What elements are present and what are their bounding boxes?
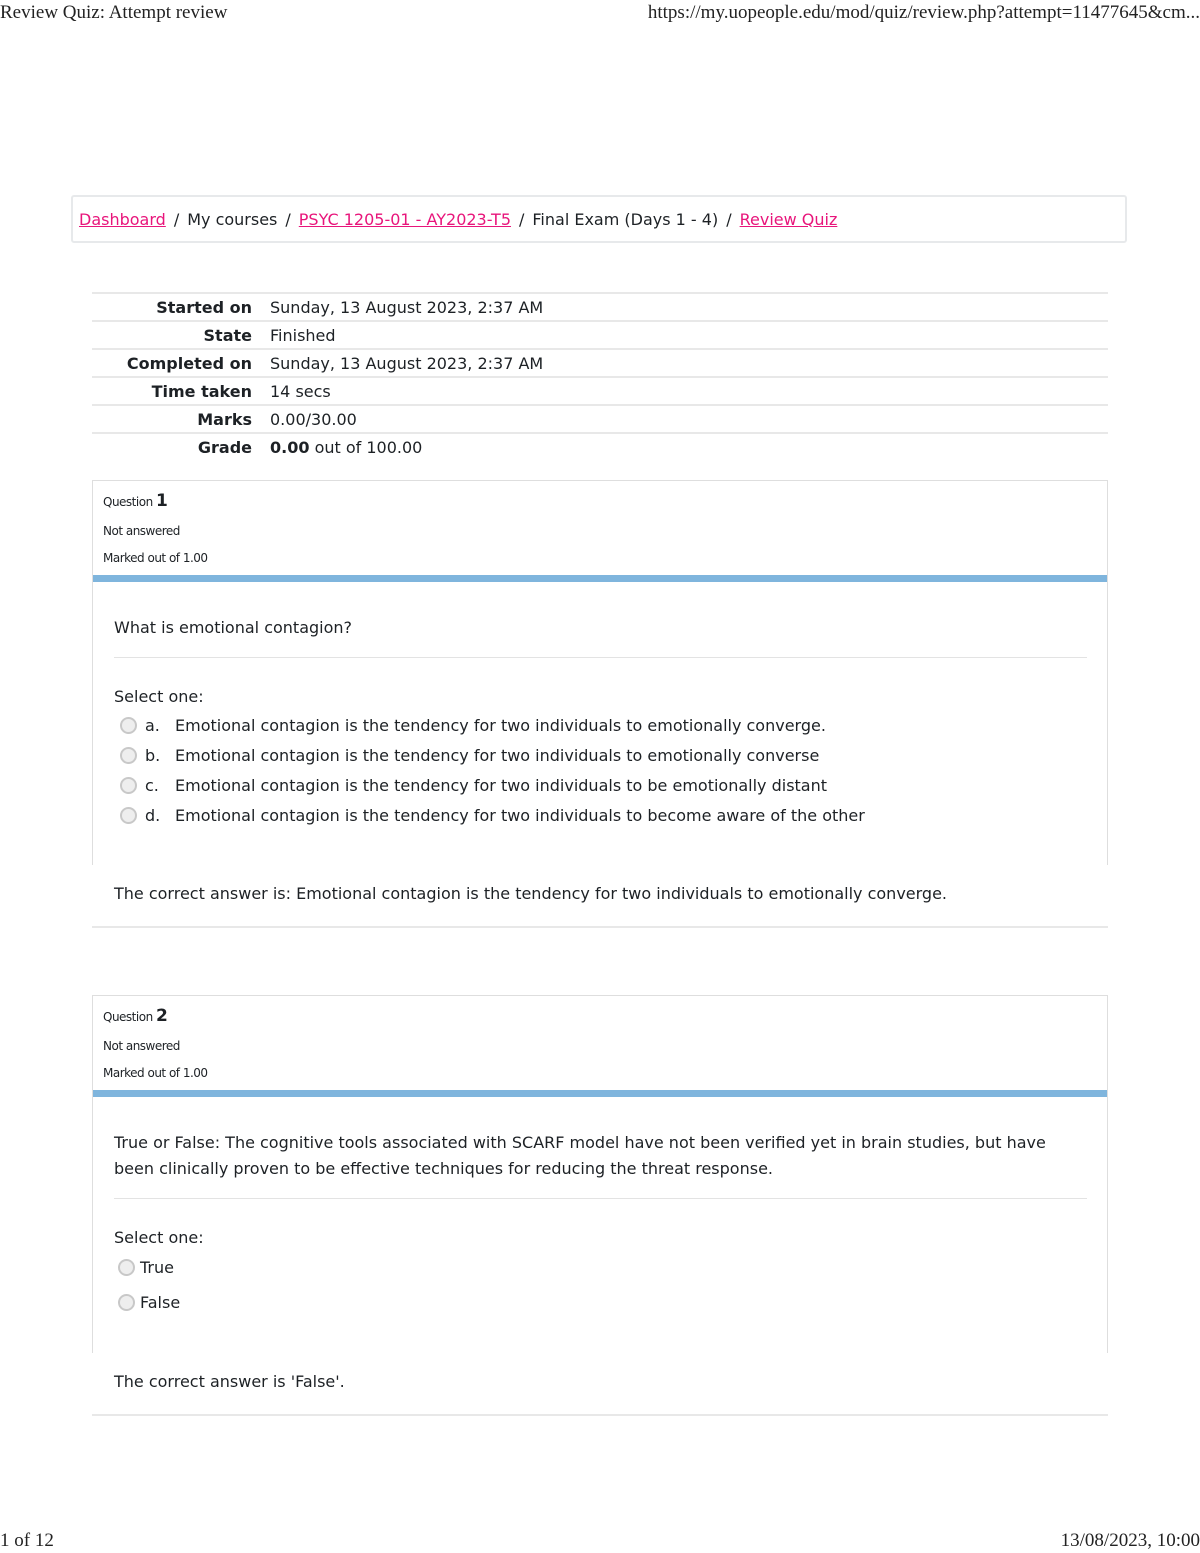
radio-icon[interactable] [120,717,137,734]
option-false[interactable] [118,1293,180,1312]
breadcrumb-dashboard[interactable]: Dashboard [79,209,166,229]
separator: / [519,209,525,229]
breadcrumb-review-quiz[interactable]: Review Quiz [739,209,838,229]
divider [114,1198,1087,1199]
option-text: True [140,1258,174,1277]
option-true[interactable] [118,1258,174,1277]
separator: / [726,209,732,229]
time-taken: 14 secs [270,377,1108,405]
breadcrumb-my-courses: My courses [187,209,278,229]
option-text: Emotional contagion is the tendency for two individuals to emotionally converge. [175,716,826,735]
grade-total: out of 100.00 [309,437,423,457]
divider [92,1414,1108,1416]
breadcrumb [71,195,1127,243]
question-info [93,996,1107,1090]
separator: / [173,209,180,229]
question-info [93,481,1107,575]
page-number: 1 of 12 [0,1530,54,1551]
option-d[interactable] [120,806,865,825]
question-label: Question [103,1010,153,1024]
option-a[interactable] [120,716,826,735]
question-state: Not answered [103,1039,180,1053]
select-one-label: Select one: [114,687,204,706]
page-url: https://my.uopeople.edu/mod/quiz/review.php?attempt=11477645&cm... [647,2,1200,23]
question-divider-bar [93,575,1107,582]
question-mark: Marked out of 1.00 [103,551,208,565]
option-letter: b. [145,746,161,765]
label: Started on [92,293,270,321]
select-one-label: Select one: [114,1228,204,1247]
radio-icon[interactable] [120,777,137,794]
radio-icon[interactable] [120,747,137,764]
correct-answer: The correct answer is: Emotional contagion is the tendency for two individuals to emotionally converge. [114,884,948,903]
option-text: Emotional contagion is the tendency for two individuals to be emotionally distant [175,776,828,795]
breadcrumb-exam: Final Exam (Days 1 - 4) [532,209,719,229]
label: Marks [92,405,270,433]
label: Completed on [92,349,270,377]
option-text: Emotional contagion is the tendency for two individuals to emotionally converse [175,746,820,765]
option-letter: a. [145,716,160,735]
print-datetime: 13/08/2023, 10:00 [1060,1530,1200,1551]
separator: / [285,209,291,229]
option-letter: d. [145,806,161,825]
question-number: 1 [156,491,168,511]
question-text: True or False: The cognitive tools associated with SCARF model have not been verified yet in brain studies, but have been clinically proven to be effective techniques for reducing the threat response. [114,1133,1046,1178]
breadcrumb-course[interactable]: PSYC 1205-01 - AY2023-T5 [298,209,511,229]
radio-icon[interactable] [118,1294,135,1311]
label: State [92,321,270,349]
divider [114,657,1087,658]
option-text: Emotional contagion is the tendency for two individuals to become aware of the other [175,806,865,825]
divider [92,926,1108,928]
question-state: Not answered [103,524,180,538]
option-c[interactable] [120,776,827,795]
question-number: 2 [156,1006,168,1026]
option-text: False [140,1293,181,1312]
question-mark: Marked out of 1.00 [103,1066,208,1080]
grade [270,433,1108,460]
attempt-summary [92,292,1108,460]
correct-answer: The correct answer is 'False'. [114,1372,345,1391]
option-b[interactable] [120,746,819,765]
completed-on: Sunday, 13 August 2023, 2:37 AM [270,349,1108,377]
label: Grade [92,433,270,460]
question-label: Question [103,495,153,509]
radio-icon[interactable] [120,807,137,824]
question-text: What is emotional contagion? [114,618,353,637]
label: Time taken [92,377,270,405]
question-divider-bar [93,1090,1107,1097]
page-title: Review Quiz: Attempt review [0,2,228,23]
marks: 0.00/30.00 [270,405,1108,433]
started-on: Sunday, 13 August 2023, 2:37 AM [270,293,1108,321]
radio-icon[interactable] [118,1259,135,1276]
state: Finished [270,321,1108,349]
grade-value: 0.00 [270,437,310,457]
option-letter: c. [145,776,159,795]
